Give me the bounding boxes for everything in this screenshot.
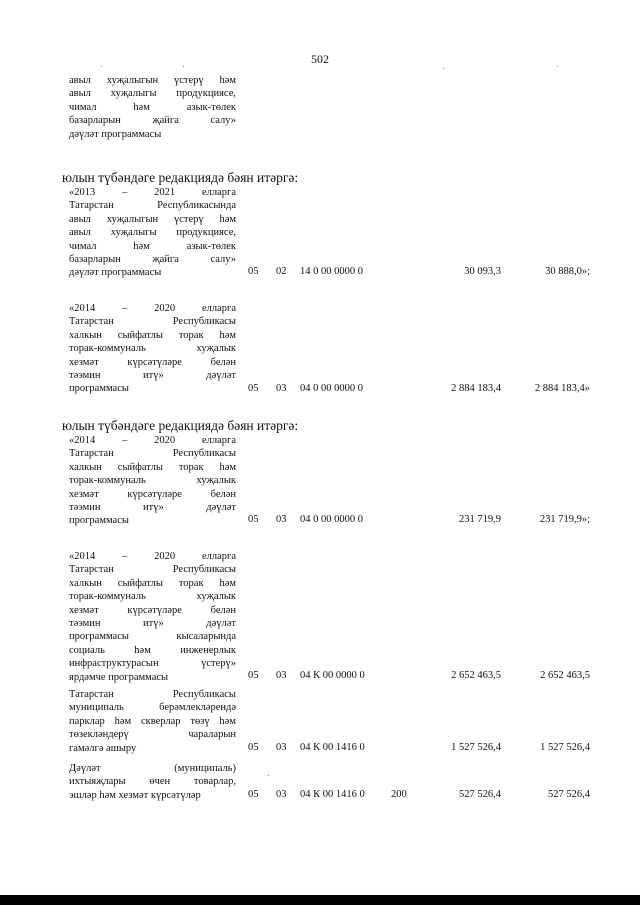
row-2-amount-2: 2 884 183,4» <box>534 383 590 394</box>
text-line: ярдәмче программасы <box>69 671 169 683</box>
text-line: ихтыяҗлары өчен товарлар, <box>69 776 236 788</box>
row-2-rz: 05 <box>248 383 259 394</box>
text-line: хезмәт күрсәтүләре белән <box>69 604 236 616</box>
text-line: төзекләндерү чараларын <box>69 729 236 741</box>
text-line: чимал һәм азык-төлек <box>69 240 236 252</box>
text-line: авыл хуҗалыгын үстерү һәм <box>69 213 236 225</box>
text-line: чимал һәм азык-төлек <box>69 101 236 113</box>
text-line: гамәлгә ашыру <box>69 742 137 754</box>
row-2-description <box>69 302 236 396</box>
scan-speck <box>268 775 269 776</box>
row-3-csr: 04 0 00 0000 0 <box>300 514 363 525</box>
text-line: торак-коммуналь хуҗалык <box>69 591 236 603</box>
text-line: парклар һәм скверлар төзү һәм <box>69 715 236 727</box>
text-line: эшләр һәм хезмәт күрсәтүләр <box>69 789 201 801</box>
text-line: Татарстан Республикасы <box>69 564 236 576</box>
row-5-description <box>69 688 236 755</box>
text-line: тәэмин итү» дәүләт <box>69 501 236 513</box>
text-line: хезмәт күрсәтүләре белән <box>69 488 236 500</box>
text-line: базарларын җайга салу» <box>69 253 236 265</box>
scan-speck <box>183 66 184 67</box>
text-line: Дәүләт (муниципаль) <box>69 763 236 774</box>
row-4-amount-1: 2 652 463,5 <box>451 670 501 681</box>
text-line: торак-коммуналь хуҗалык <box>69 475 236 487</box>
row-4-amount-2: 2 652 463,5 <box>540 670 590 681</box>
text-line: торак-коммуналь хуҗалык <box>69 343 236 355</box>
text-line: дәүләт программасы <box>69 267 162 279</box>
row-3-description <box>69 434 236 528</box>
text-line: Татарстан Республикасы <box>69 689 236 700</box>
text-line: социаль һәм инженерлык <box>69 644 236 656</box>
text-line: тәэмин итү» дәүләт <box>69 369 236 381</box>
row-4-pr: 03 <box>276 670 287 681</box>
text-line: Татарстан Республикасы <box>69 448 236 460</box>
row-2-pr: 03 <box>276 383 287 394</box>
row-1-amount-2: 30 888,0»; <box>545 266 590 277</box>
text-line: халкын сыйфатлы торак һәм <box>69 577 236 589</box>
text-line: Татарстан Республикасы <box>69 316 236 328</box>
row-4-rz: 05 <box>248 670 259 681</box>
row-2-amount-1: 2 884 183,4 <box>451 383 501 394</box>
row-6-csr: 04 К 00 1416 0 <box>300 789 365 800</box>
page-number: 502 <box>311 52 329 66</box>
text-line: базарларын җайга салу» <box>69 115 236 127</box>
row-6-vr: 200 <box>391 789 407 800</box>
text-line: дәүләт программасы <box>69 128 162 140</box>
intro-line-1: юлын түбәндәге редакциядә бәян итәргә: <box>62 170 299 185</box>
row-5-csr: 04 К 00 1416 0 <box>300 742 365 753</box>
text-line: халкын сыйфатлы торак һәм <box>69 329 236 341</box>
row-1-description <box>69 186 236 280</box>
row-5-amount-1: 1 527 526,4 <box>451 742 501 753</box>
text-line: авыл хуҗалыгы продукциясе, <box>69 88 236 100</box>
text-line: «2013 – 2021 елларга <box>69 187 236 198</box>
row-3-amount-1: 231 719,9 <box>459 514 501 525</box>
text-line: «2014 – 2020 елларга <box>69 435 236 446</box>
row-3-rz: 05 <box>248 514 259 525</box>
text-line: программасы <box>69 383 129 395</box>
text-line: инфраструктурасын үстерү» <box>69 658 236 670</box>
row-5-amount-2: 1 527 526,4 <box>540 742 590 753</box>
top-fragment-text <box>69 74 236 141</box>
row-4-description <box>69 550 236 684</box>
scan-bottom-edge <box>0 895 640 905</box>
row-6-amount-1: 527 526,4 <box>459 789 501 800</box>
scan-speck <box>557 66 558 67</box>
row-6-pr: 03 <box>276 789 287 800</box>
scan-speck <box>443 68 444 69</box>
row-1-amount-1: 30 093,3 <box>464 266 501 277</box>
row-1-csr: 14 0 00 0000 0 <box>300 266 363 277</box>
text-line: «2014 – 2020 елларга <box>69 551 236 562</box>
row-1-rz: 05 <box>248 266 259 277</box>
text-line: халкын сыйфатлы торак һәм <box>69 461 236 473</box>
text-line: муниципаль берәмлекләрендә <box>69 702 236 714</box>
row-1-pr: 02 <box>276 266 287 277</box>
intro-line-2: юлын түбәндәге редакциядә бәян итәргә: <box>62 418 299 433</box>
text-line: хезмәт күрсәтүләре белән <box>69 356 236 368</box>
text-line: авыл хуҗалыгы продукциясе, <box>69 227 236 239</box>
row-6-rz: 05 <box>248 789 259 800</box>
text-line: Татарстан Республикасында <box>69 200 236 212</box>
row-5-rz: 05 <box>248 742 259 753</box>
row-3-pr: 03 <box>276 514 287 525</box>
row-6-description <box>69 762 236 802</box>
row-4-csr: 04 К 00 0000 0 <box>300 670 365 681</box>
row-2-csr: 04 0 00 0000 0 <box>300 383 363 394</box>
text-line: «2014 – 2020 елларга <box>69 303 236 314</box>
text-line: авыл хуҗалыгын үстерү һәм <box>69 75 236 86</box>
text-line: программасы кысаларында <box>69 631 236 643</box>
row-3-amount-2: 231 719,9»; <box>539 514 590 525</box>
row-6-amount-2: 527 526,4 <box>548 789 590 800</box>
text-line: тәэмин итү» дәүләт <box>69 617 236 629</box>
row-5-pr: 03 <box>276 742 287 753</box>
scan-speck <box>101 66 102 67</box>
text-line: программасы <box>69 515 129 527</box>
